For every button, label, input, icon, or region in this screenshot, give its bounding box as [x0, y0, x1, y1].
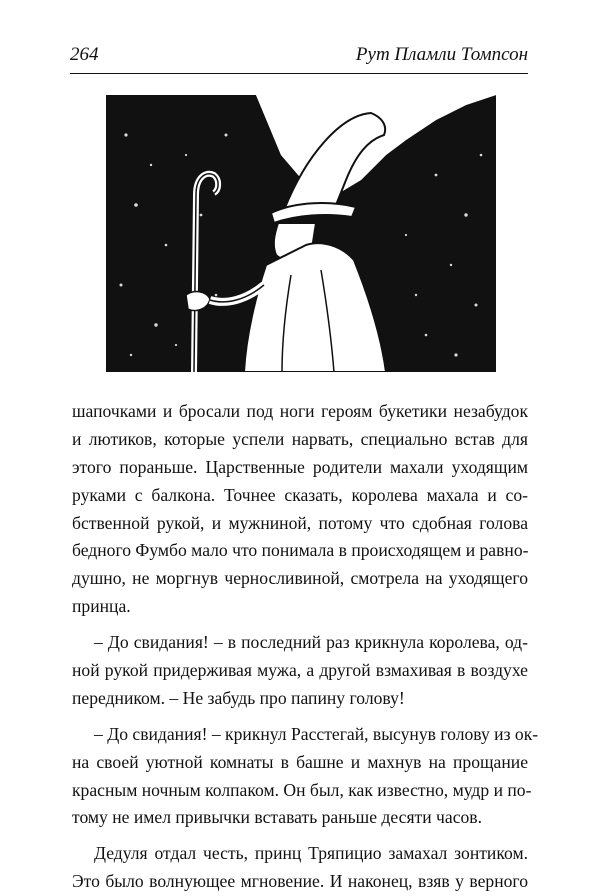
body-text: [72, 398, 539, 896]
text-line: бственной рукой, и мужниной, потому что сдобная голова: [72, 512, 528, 533]
text-line: ной рукой придерживая мужа, а другой взмахивая в воздухе: [72, 660, 528, 681]
paragraph-4: [72, 840, 528, 896]
text-line: тому не имел привычки вставать раньше десяти часов.: [72, 807, 483, 828]
text-line: Дедуля отдал честь, принц Тряпицио замахал зонтиком.: [94, 843, 528, 864]
text-line: шапочками и бросали под ноги героям букетики незабудок: [72, 401, 528, 421]
text-line: Это было волнующее мгновение. И наконец, взяв у верного: [72, 871, 528, 892]
text-line: и лютиков, которые успели нарвать, специально встав для: [72, 428, 528, 449]
text-line: – До свидания! – в последний раз крикнула королева, од-: [94, 632, 528, 653]
page-number: 264: [70, 44, 99, 65]
text-line: передником. – Не забудь про папину голову!: [72, 687, 405, 708]
text-line: душно, не моргнув черносливиной, смотрела на уходящего: [72, 568, 528, 589]
text-line: бедного Фумбо мало что понимала в происходящем и равно-: [72, 540, 529, 561]
text-line: руками с балкона. Точнее сказать, королева махала и со-: [72, 484, 528, 505]
paragraph-2: [72, 629, 528, 713]
text-line: принца.: [72, 596, 131, 617]
text-line: этого пораньше. Царственные родители махали уходящим: [72, 456, 528, 477]
paragraph-3: [72, 721, 539, 833]
header-rule: [70, 73, 528, 74]
text-line: – До свидания! – крикнул Расстегай, высунув голову из ок-: [94, 723, 539, 744]
running-title: Рут Пламли Томпсон: [355, 44, 528, 65]
text-line: красным ночным колпаком. Он был, как известно, мудр и по-: [72, 779, 532, 800]
text-line: на своей уютной комнаты в башне и махнув на прощание: [72, 751, 528, 772]
woodcut-figure-with-staff-icon: [106, 95, 496, 372]
paragraph-1: [72, 398, 528, 621]
